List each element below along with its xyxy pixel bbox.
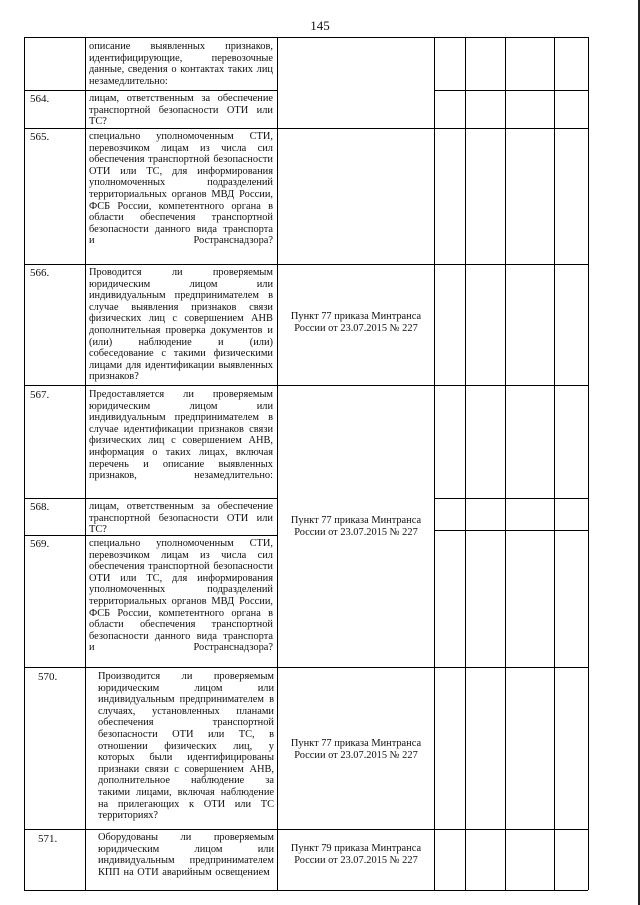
table-row-requirement: Предоставляется ли проверяемым юридическим лицом или индивидуальным предпринимателем в случае идентификации признаков связи физических лиц с совершением АНВ, информация о таких лицах, включая перечень и описание выявленных признаков, незамедлительно:	[89, 389, 273, 482]
row-divider	[24, 90, 277, 91]
table-top-border	[24, 37, 588, 38]
row-divider	[24, 498, 277, 499]
row-divider	[434, 90, 588, 91]
legal-reference: Пункт 77 приказа Минтранса России от 23.07.2015 № 227	[290, 515, 422, 538]
row-divider	[24, 667, 588, 668]
table-row-number: 570.	[38, 671, 58, 683]
row-divider	[434, 498, 588, 499]
column-line	[434, 37, 435, 890]
table-row-requirement: лицам, ответственным за обеспечение транспортной безопасности ОТИ или ТС?	[89, 501, 273, 536]
row-divider	[434, 530, 588, 531]
table-row-number: 568.	[30, 501, 50, 513]
legal-reference: Пункт 77 приказа Минтранса России от 23.07.2015 № 227	[290, 738, 422, 761]
column-line	[85, 37, 86, 890]
table-row-number: 571.	[38, 833, 58, 845]
column-line	[505, 37, 506, 890]
table-row-number: 565.	[30, 131, 50, 143]
column-line	[24, 37, 25, 890]
column-line	[554, 37, 555, 890]
table-row-number: 567.	[30, 389, 50, 401]
table-row-number: 564.	[30, 93, 50, 105]
column-line	[465, 37, 466, 890]
column-line	[277, 37, 278, 890]
table-row-requirement: Оборудованы ли проверяемым юридическим лицом или индивидуальным предпринимателем КПП на ОТИ аварийным освещением	[98, 832, 274, 878]
row-divider	[24, 385, 588, 386]
row-divider	[24, 264, 588, 265]
page-number: 145	[310, 18, 330, 33]
table-row-requirement: Производится ли проверяемым юридическим лицом или индивидуальным предпринимателем в случаях, установленных планами обеспечения транспортной безопасности ОТИ или ТС, в отношении физических лиц, у которых были идентифицированы признаки связи с совершением АНВ, дополнительное наблюдение за такими лицами, включая наблюдение на прилегающих к ОТИ или ТС территориях?	[98, 671, 274, 822]
table-row-requirement: описание выявленных признаков, идентифицирующие, перевозочные данные, сведения о контактах таких лиц незамедлительно:	[89, 41, 273, 87]
column-line	[588, 37, 589, 890]
row-divider	[24, 829, 588, 830]
legal-reference: Пункт 79 приказа Минтранса России от 23.07.2015 № 227	[290, 843, 422, 866]
row-divider	[24, 128, 588, 129]
table-row-number: 569.	[30, 538, 50, 550]
table-row-requirement: Проводится ли проверяемым юридическим лицом или индивидуальным предпринимателем в случае выявления признаков связи физических лиц с совершением АНВ дополнительная проверка документов и (или) наблюдение и (или) собеседование с такими физическими лицами для идентификации выявленных признаков?	[89, 267, 273, 383]
table-bottom-border	[24, 890, 588, 891]
table-row-number: 566.	[30, 267, 50, 279]
table-row-requirement: лицам, ответственным за обеспечение транспортной безопасности ОТИ или ТС?	[89, 93, 273, 128]
legal-reference: Пункт 77 приказа Минтранса России от 23.07.2015 № 227	[290, 311, 422, 334]
table-row-requirement: специально уполномоченным СТИ, перевозчиком лицам из числа сил обеспечения транспортной безопасности ОТИ или ТС, для информирования уполномоченных подразделений территориальных органов МВД России, ФСБ России, компетентного органа в области обеспечения транспортной безопасности данного вида транспорта и Ространснадзора?	[89, 538, 273, 654]
table-row-requirement: специально уполномоченным СТИ, перевозчиком лицам из числа сил обеспечения транспортной безопасности ОТИ или ТС, для информирования уполномоченных подразделений территориальных органов МВД России, ФСБ России, компетентного органа в области обеспечения транспортной безопасности данного вида транспорта и Ространснадзора?	[89, 131, 273, 247]
